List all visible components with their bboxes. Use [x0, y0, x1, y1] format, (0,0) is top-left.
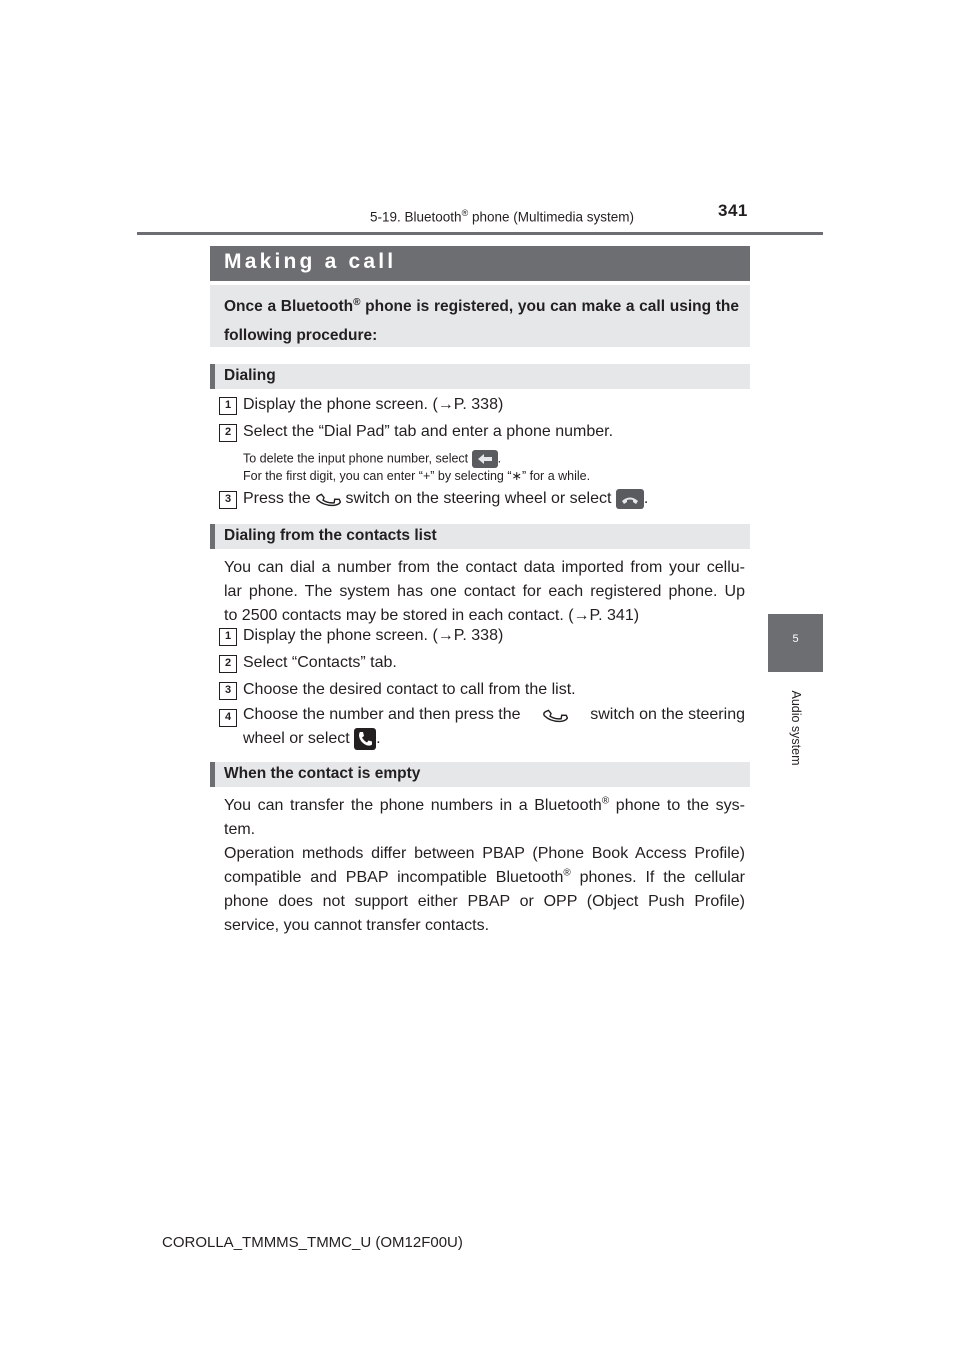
document-footer: COROLLA_TMMMS_TMMC_U (OM12F00U)	[162, 1234, 463, 1251]
back-arrow-icon[interactable]	[472, 450, 498, 468]
step-text: Display the phone screen. (→P. 338)	[243, 396, 504, 413]
contacts-heading: Dialing from the contacts list	[224, 527, 437, 544]
step-number: 1	[219, 628, 237, 646]
note-delete: To delete the input phone number, select .	[243, 450, 501, 468]
call-button-icon[interactable]	[616, 489, 644, 509]
page-number: 341	[718, 201, 748, 220]
step-text: Choose the number and then press the switch on the steering	[243, 705, 745, 725]
empty-heading: When the contact is empty	[224, 765, 421, 782]
empty-paragraph: You can transfer the phone numbers in a Bluetooth® phone to the sys- tem. Operation methods differ between PBAP (Phone Book Access Profile) compatible and PBAP incompatible Bluetooth® phones. If the cellular phone does not support either PBAP or OPP (Object Push Profile) service, you cannot transfer contacts.	[224, 795, 746, 934]
step-number: 3	[219, 682, 237, 700]
step-text: Select the “Dial Pad” tab and enter a phone number.	[243, 423, 614, 440]
page-title: Making a call	[224, 250, 397, 273]
intro-text: Once a Bluetooth® phone is registered, you can make a call using the following procedure:	[224, 296, 739, 344]
chapter-label: Audio system	[789, 690, 803, 766]
step-number: 2	[219, 424, 237, 442]
note-first-digit: For the first digit, you can enter “+” by selecting “∗” for a while.	[243, 469, 591, 483]
step-number: 3	[219, 491, 237, 509]
step-text-continued: wheel or select .	[243, 728, 381, 750]
contacts-paragraph: You can dial a number from the contact data imported from your cellu- lar phone. The system has one contact for each registered phone. Up to 2500 contacts may be stored in each contact. (→P. 341)	[224, 559, 745, 624]
dialing-heading: Dialing	[224, 367, 276, 384]
steering-phone-switch-icon	[315, 489, 341, 509]
header-rule	[137, 232, 823, 235]
section-header: 5-19. Bluetooth® phone (Multimedia system)	[370, 208, 635, 225]
step-text: Select “Contacts” tab.	[243, 654, 397, 671]
step-text: Press the switch on the steering wheel or select .	[243, 489, 648, 509]
phone-handset-button-icon[interactable]	[354, 728, 376, 750]
dialing-heading-bar	[210, 364, 750, 389]
step-text: Display the phone screen. (→P. 338)	[243, 627, 504, 644]
step-number: 2	[219, 655, 237, 673]
chapter-tab[interactable]: 5	[768, 614, 823, 672]
step-number: 1	[219, 397, 237, 415]
steering-phone-switch-icon	[542, 705, 568, 725]
step-text: Choose the desired contact to call from the list.	[243, 681, 576, 698]
step-number: 4	[219, 709, 237, 727]
